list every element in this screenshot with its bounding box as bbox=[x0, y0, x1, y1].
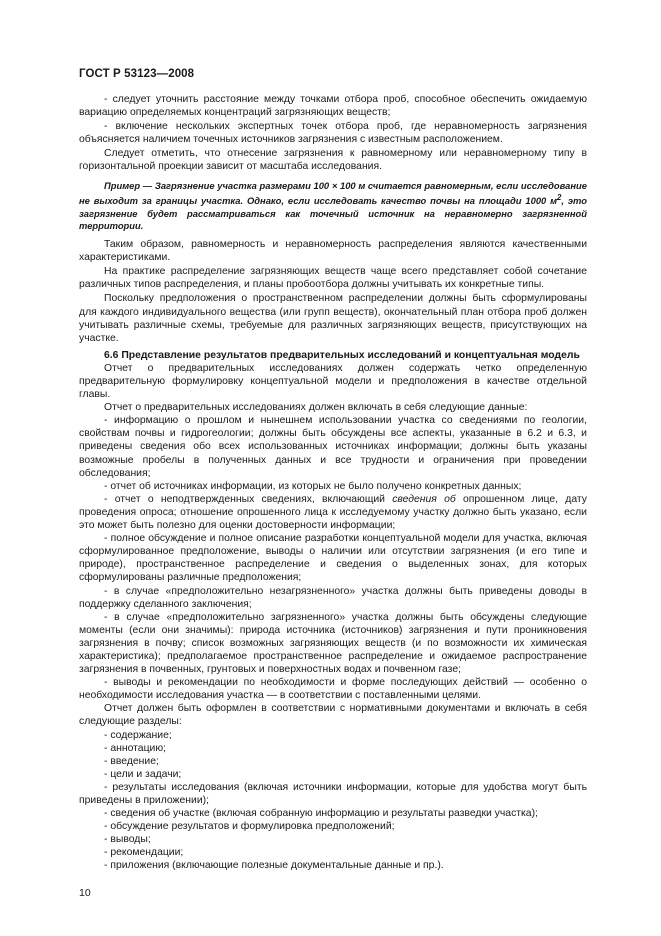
list-item: - рекомендации; bbox=[104, 847, 184, 859]
paragraph: Отчет о предварительных исследованиях должен включать в себя следующие данные: bbox=[104, 402, 528, 414]
page-number: 10 bbox=[79, 887, 91, 899]
paragraph: Отчет о предварительных исследованиях должен содержать четко определенную предварительную формулировку концептуальной модели и предположения в качестве отдельной главы. bbox=[79, 362, 587, 401]
page-body bbox=[79, 93, 587, 873]
paragraph: На практике распределение загрязняющих веществ чаще всего представляет собой сочетание различных типов распределения, и планы пробоотбора должны учитывать их конкретные типы. bbox=[79, 266, 587, 291]
paragraph: - следует уточнить расстояние между точками отбора проб, способное обеспечить ожидаемую вариацию определяемых концентраций загрязняющих веществ; bbox=[79, 94, 587, 119]
page-header: ГОСТ Р 53123—2008 bbox=[79, 68, 195, 80]
list-item: - выводы; bbox=[104, 834, 151, 846]
list-item: - результаты исследования (включая источники информации, которые для удобства могут быть приведены в приложении); bbox=[79, 781, 587, 806]
list-item: - аннотацию; bbox=[104, 742, 167, 754]
superscript: 2 bbox=[557, 193, 562, 203]
list-item: - обсуждение результатов и формулировка предположений; bbox=[104, 821, 395, 833]
list-item: - цели и задачи; bbox=[104, 768, 182, 780]
text-run: опрошенном лице, дату проведения опроса; отношение опрошенного лица к исследуемому участку должно быть указано, если это может быть полезно для оценки достоверности информации; bbox=[79, 493, 587, 532]
list-item: - в случае «предположительно загрязненного» участка должны быть обсуждены следующие моменты (если они значимы): природа источника (источников) загрязнения и пути проникновения загрязнения в почву; список возможных загрязняющих веществ (и по возможности их химическая характеристика); предполагаемое пространственное распределение и ожидаемое распространение загрязнения в почвенных, грунтовых и поверхностных водах и почвенном газе; bbox=[79, 611, 587, 676]
example-text: , это загрязнение будет рассматриваться как точечный источник на неравномерно загрязненной территории. bbox=[79, 195, 587, 232]
emphasis-text: сведения об bbox=[392, 493, 456, 505]
example-note bbox=[79, 180, 587, 234]
paragraph: Следует отметить, что отнесение загрязнения к равномерному или неравномерному типу в горизонтальной проекции зависит от масштаба исследования. bbox=[79, 148, 587, 173]
list-item: - полное обсуждение и полное описание разработки концептуальной модели для участка, включая сформулированное предположение, выводы о наличии или отсутствии загрязнения (и его типе и природе), пространственное распределение и сведения о выделенных зонах, для которых сформулированы различные предположения; bbox=[79, 533, 587, 584]
paragraph: Отчет должен быть оформлен в соответствии с нормативными документами и включать в себя следующие разделы: bbox=[79, 703, 587, 728]
paragraph: Поскольку предположения о пространственном распределении должны быть сформулированы для каждого индивидуального вещества (или групп веществ), окончательный план отбора проб должен учитывать различные схемы, требуемые для различных загрязняющих веществ, присутствующих на участке. bbox=[79, 293, 587, 344]
list-item bbox=[79, 493, 587, 532]
list-item: - выводы и рекомендации по необходимости и форме последующих действий — особенно о необходимости исследования участка — в соответствии с поставленными целями. bbox=[79, 677, 587, 702]
list-item: - содержание; bbox=[104, 729, 172, 741]
text-run: - отчет о неподтвержденных сведениях, включающий bbox=[104, 493, 393, 505]
paragraph: - включение нескольких экспертных точек отбора проб, где неравномерность загрязнения объясняется наличием точечных источников загрязнения с известным расположением. bbox=[79, 121, 587, 146]
section-heading: 6.6 Представление результатов предварительных исследований и концептуальная модель bbox=[104, 349, 580, 361]
list-item: - приложения (включающие полезные документальные данные и пр.). bbox=[104, 860, 444, 872]
paragraph: Таким образом, равномерность и неравномерность распределения являются качественными характеристиками. bbox=[79, 239, 587, 264]
list-item: - сведения об участке (включая собранную информацию и результаты разведки участка); bbox=[104, 808, 538, 820]
list-item: - отчет об источниках информации, из которых не было получено конкретных данных; bbox=[104, 480, 522, 492]
list-item: - информацию о прошлом и нынешнем использовании участка со сведениями по геологии, свойствам почвы и гидрогеологии; должны быть обсуждены все аспекты, указанные в 6.2 и 6.3, и приведены сведения обо всех использованных источниках информации; должны быть указаны возможные пробелы в полученных данных и все трудности и ограничения при проведении обследования; bbox=[79, 415, 587, 479]
example-text: Пример — Загрязнение участка размерами 100 × 100 м считается равномерным, если исследование не выходит за границы участка. Однако, если исследовать качество почвы на площади 1000 м bbox=[79, 179, 587, 207]
list-item: - в случае «предположительно незагрязненного» участка должны быть приведены доводы в поддержку сделанного заключения; bbox=[79, 585, 587, 610]
list-item: - введение; bbox=[104, 755, 159, 767]
